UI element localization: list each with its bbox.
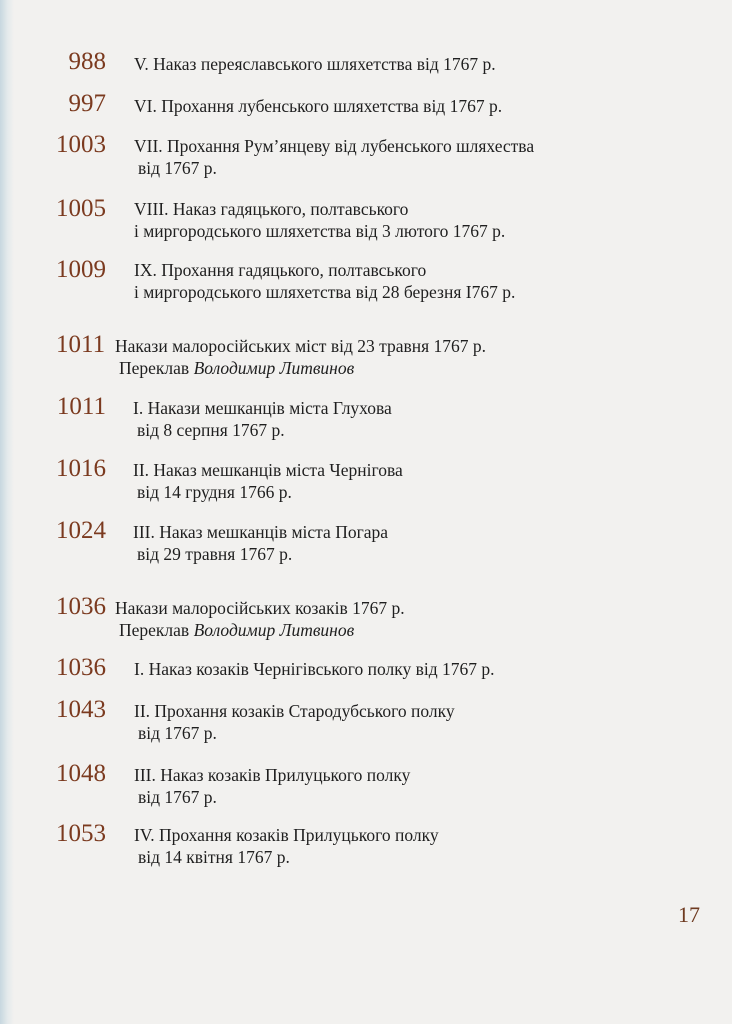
toc-page-number: 1048	[56, 760, 106, 787]
toc-title-line1: I. Накази мешканців міста Глухова	[133, 398, 392, 418]
toc-title	[134, 135, 534, 179]
toc-title-line2: від 29 травня 1767 р.	[137, 544, 293, 564]
toc-title-line1: VIII. Наказ гадяцького, полтавського	[134, 199, 409, 219]
toc-title-line1: III. Наказ козаків Прилуцького полку	[134, 765, 411, 785]
toc-title-line1: IX. Прохання гадяцького, полтавського	[134, 260, 427, 280]
toc-title-line1: II. Прохання козаків Стародубського полку	[134, 701, 455, 721]
toc-title-line2: від 14 грудня 1766 р.	[137, 482, 292, 502]
toc-title-line2: від 1767 р.	[138, 158, 217, 178]
toc-title-line1: Накази малоросійських міст від 23 травня 1767 р.	[115, 336, 487, 356]
toc-page-number: 1005	[56, 195, 106, 222]
toc-title	[134, 95, 502, 117]
toc-page-number: 1003	[56, 131, 106, 158]
toc-title-line1: I. Наказ козаків Чернігівського полку від 1767 р.	[134, 659, 495, 679]
toc-title	[133, 459, 403, 503]
toc-title	[134, 700, 455, 744]
toc-title-line1: Накази малоросійських козаків 1767 р.	[115, 598, 405, 618]
toc-title-line1: II. Наказ мешканців міста Чернігова	[133, 460, 403, 480]
toc-title	[115, 597, 405, 641]
toc-page-number: 1053	[56, 820, 106, 847]
toc-title-line1: V. Наказ переяславського шляхетства від 1767 р.	[134, 54, 496, 74]
toc-title-line1: III. Наказ мешканців міста Погара	[133, 522, 389, 542]
toc-title-line2: від 8 серпня 1767 р.	[137, 420, 285, 440]
toc-title	[134, 764, 410, 808]
toc-page-number: 988	[68, 48, 106, 75]
translator-label: Переклав	[119, 620, 194, 640]
toc-title-line2: від 1767 р.	[138, 787, 217, 807]
translator-name: Володимир Литвинов	[193, 358, 355, 378]
translator-name: Володимир Литвинов	[193, 620, 355, 640]
toc-page-number: 1011	[56, 393, 106, 420]
toc-title-line1: VII. Прохання Рум’янцеву від лубенського шляхества	[134, 136, 535, 156]
page-folio-number: 17	[678, 902, 700, 927]
toc-title-line1: VI. Прохання лубенського шляхетства від 1767 р.	[134, 96, 503, 116]
toc-title-line2: від 14 квітня 1767 р.	[138, 847, 290, 867]
toc-title	[134, 658, 495, 680]
toc-title-line1: IV. Прохання козаків Прилуцького полку	[134, 825, 439, 845]
translator-label: Переклав	[119, 358, 194, 378]
toc-title	[133, 397, 392, 441]
toc-title	[134, 259, 515, 303]
toc-page-number: 1036	[56, 654, 106, 681]
toc-title-line2: і миргородського шляхетства від 3 лютого 1767 р.	[134, 221, 506, 241]
toc-page-number: 1016	[56, 455, 106, 482]
toc-title	[133, 521, 388, 565]
toc-page-number: 1043	[56, 696, 106, 723]
toc-title	[134, 53, 496, 75]
toc-page-number: 1009	[56, 256, 106, 283]
toc-title	[115, 335, 486, 379]
toc-title-line2: і миргородського шляхетства від 28 березня I767 р.	[134, 282, 516, 302]
toc-page-number: 1036	[56, 593, 106, 620]
toc-page-number: 997	[68, 90, 106, 117]
toc-title-line2: від 1767 р.	[138, 723, 217, 743]
toc-title	[134, 198, 505, 242]
toc-title	[134, 824, 439, 868]
toc-page-number: 1024	[56, 517, 106, 544]
toc-page-number: 1011	[56, 331, 106, 358]
